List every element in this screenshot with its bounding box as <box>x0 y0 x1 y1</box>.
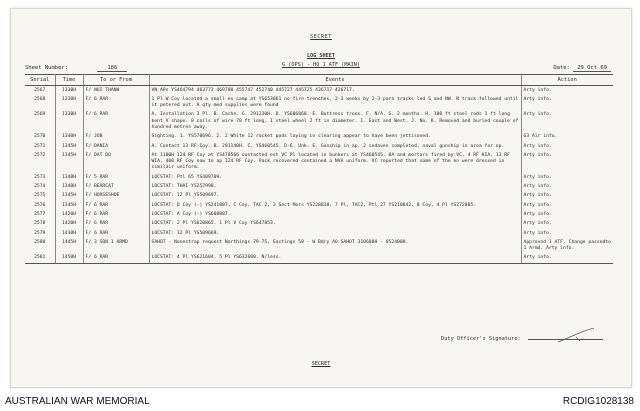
cell-serial: 2575 <box>25 192 55 201</box>
cell-to-from: F/ NUI THANH <box>83 86 149 96</box>
cell-events: LOCSTAT: A Coy (-) YS608887. <box>149 210 521 219</box>
cell-to-from: F/ DAT DO <box>83 151 149 173</box>
column-header-action: Action <box>521 75 613 86</box>
cell-serial: 2574 <box>25 183 55 192</box>
column-header-to-from: To or From <box>83 75 149 86</box>
archive-name: AUSTRALIAN WAR MEMORIAL <box>5 396 150 407</box>
cell-to-from: F/ 6 RAR <box>83 220 149 229</box>
cell-time: 1340H <box>55 173 83 182</box>
table-row <box>25 254 613 264</box>
cell-action: Arty info. <box>523 230 552 236</box>
cell-action: Arty info. <box>523 193 552 199</box>
log-sheet-page <box>10 8 632 388</box>
date-label: Date: <box>553 65 570 71</box>
cell-serial: 2579 <box>25 229 55 238</box>
cell-to-from: F/ 6 RAR <box>83 229 149 238</box>
cell-action: Arty info. <box>523 211 552 217</box>
cell-action: G3 Air info. <box>523 134 558 140</box>
sheet-number-label: Sheet Number: <box>25 65 69 71</box>
cell-action: Arty info. <box>523 143 552 149</box>
cell-events: A. Installation 3 Pl. B. Cache. C. 291230H. D. YS606868. E. Buttress trees. F. N/A. G. 2 months. H. 100 ft steel rods 1 ft long bent V shape. 8 coils of wire 70 ft long, 1 steel wheel 2 ft in diameter. I. East and West. J. No. K. Removed and buried couple of hundred metres away. <box>149 111 521 133</box>
date-value: 29 Oct 69 <box>573 65 611 72</box>
cell-events: VN APs YS464794 463773 469780 455747 452740 445727 445725 436717 426717. <box>149 86 521 96</box>
cell-time: 1340H <box>55 133 83 142</box>
cell-serial: 2573 <box>25 173 55 182</box>
cell-action: Arty info. <box>523 221 552 227</box>
table-row <box>25 133 613 142</box>
cell-time: 1340H <box>55 183 83 192</box>
cell-serial: 2580 <box>25 238 55 254</box>
cell-time: 1420H <box>55 220 83 229</box>
cell-action: Arty info. <box>523 87 552 93</box>
table-row <box>25 151 613 173</box>
cell-serial: 2571 <box>25 142 55 151</box>
cell-action: Arty info. <box>523 174 552 180</box>
cell-to-from: F/ JOB <box>83 133 149 142</box>
cell-time: 1330H <box>55 111 83 133</box>
cell-serial: 2570 <box>25 133 55 142</box>
cell-events: LOCSTAT: Ptl 65 YS409709. <box>149 173 521 182</box>
cell-to-from: F/ 5 RAR <box>83 173 149 182</box>
table-row <box>25 210 613 219</box>
sheet-date <box>553 65 611 71</box>
signature-scribble <box>556 327 596 345</box>
table-row <box>25 142 613 151</box>
cell-time: 1345H <box>55 192 83 201</box>
cell-events: LOCSTAT: 12 Pl YS509697. <box>149 192 521 201</box>
cell-events: 1 Pl W Coy located a small en camp at YS653861 no fire trenches, 2-3 weeks by 2-3 para tracks led S and NW. N track followed until it petered out. A qty med supplies were found <box>149 95 521 111</box>
cell-events: LOCSTAT: 4 Pl YS621604. 5 Pl YS632600. N/less. <box>149 254 521 264</box>
table-row <box>25 238 613 254</box>
cell-events: LOCSTAT: THAI YS257998. <box>149 183 521 192</box>
cell-time: 1420H <box>55 210 83 219</box>
table-row <box>25 173 613 182</box>
log-table <box>25 74 613 264</box>
cell-to-from: F/ 6 RAR <box>83 210 149 219</box>
cell-action: Arty info. <box>523 202 552 208</box>
classification-top: SECRET <box>310 34 332 40</box>
page-title: LOG SHEET <box>306 53 336 59</box>
cell-serial: 2576 <box>25 201 55 210</box>
cell-to-from: F/ 6 RAR <box>83 201 149 210</box>
cell-action: Arty info. <box>523 152 552 158</box>
cell-time: 1345H <box>55 142 83 151</box>
cell-serial: 2567 <box>25 86 55 96</box>
cell-serial: 2577 <box>25 210 55 219</box>
table-row <box>25 111 613 133</box>
cell-time: 1450H <box>55 254 83 264</box>
cell-events: LOCSTAT: 12 Pl YS509669. <box>149 229 521 238</box>
cell-action: Arty info. <box>523 96 552 102</box>
sheet-number-value: 186 <box>97 65 127 72</box>
cell-events: LOCSTAT: D Coy (-) YS241887, C Coy, TAC 2, 3 Sect Mors YS228838, 7 Pl, TAC2, Ptl 27 YS210842, 8 Coy, 4 Pl YS272805. <box>149 201 521 210</box>
classification-bottom: SECRET <box>311 361 331 367</box>
table-row <box>25 95 613 111</box>
table-row <box>25 192 613 201</box>
column-header-time: Time <box>55 75 83 86</box>
table-header-row <box>25 75 613 86</box>
cell-time: 1430H <box>55 229 83 238</box>
cell-serial: 2569 <box>25 111 55 133</box>
cell-events: Sighting. 1. YS570696. 2. 2 White 12 rocket pods laying in clearing appear to have been jettisoned. <box>149 133 521 142</box>
cell-action: Arty info. <box>523 112 552 118</box>
table-row <box>25 229 613 238</box>
table-row <box>25 220 613 229</box>
cell-serial: 2568 <box>25 95 55 111</box>
cell-to-from: F/ BEARCAT <box>83 183 149 192</box>
column-header-serial: Serial <box>25 75 55 86</box>
cell-serial: 2581 <box>25 254 55 264</box>
sheet-number <box>25 65 127 72</box>
cell-time: 1330H <box>55 86 83 96</box>
table-row <box>25 183 613 192</box>
cell-events: SAHOT - Nonestrap request Northings 79-75, Eastings 58 - W Bdry AO SAHOT 310600H - 052400H. <box>149 238 521 254</box>
cell-time: 1330H <box>55 95 83 111</box>
cell-events: LOCSTAT: 2 Pl YS620865. 1 Pl V Coy YS647853. <box>149 220 521 229</box>
cell-events: At 1100H 124 RF Coy at YS470566 contacted est VC Pl located in bunkers at YS460545. 8A and mortars fired by VC, 4 RF KIA, 13 RF WIA, 400 RF Coy now to ap 124 RF Coy. Pack recovered contained a NVA uniform. VC reported that some of the en were dressed in similair uniform. <box>149 151 521 173</box>
cell-time: 1345H <box>55 201 83 210</box>
cell-to-from: F/ 6 RAR <box>83 111 149 133</box>
cell-serial: 2578 <box>25 220 55 229</box>
cell-action: Arty info. <box>523 184 552 190</box>
archive-footer <box>0 391 640 411</box>
column-header-events: Events <box>149 75 521 86</box>
cell-events: A. Contact 13 RF Coy. B. 291140H. C. YS460545. D-6. Unk. E. Gunship in ap. 2 sedaves completed, naval gunship in area for op. <box>149 142 521 151</box>
cell-to-from: F/ DANIA <box>83 142 149 151</box>
cell-to-from: F/ 6 RAR <box>83 254 149 264</box>
cell-time: 1345H <box>55 151 83 173</box>
signature-label: Duty Officer's Signature: <box>441 336 521 342</box>
cell-to-from: F/ 6 RAR <box>83 95 149 111</box>
cell-time: 1445H <box>55 238 83 254</box>
cell-to-from: F/ 3 SQN 1 ARMD <box>83 238 149 254</box>
table-row <box>25 86 613 96</box>
cell-action: Approved 1 ATF. Change passedto 1 Armd. Arty info. <box>523 239 611 252</box>
cell-to-from: F/ HORSESHOE <box>83 192 149 201</box>
table-row <box>25 201 613 210</box>
cell-action: Arty info. <box>521 254 613 264</box>
cell-serial: 2572 <box>25 151 55 173</box>
record-id: RCDIG1028138 <box>562 396 634 407</box>
page-subtitle: G (OPS) - HQ 1 ATF (MAIN) <box>281 62 361 68</box>
